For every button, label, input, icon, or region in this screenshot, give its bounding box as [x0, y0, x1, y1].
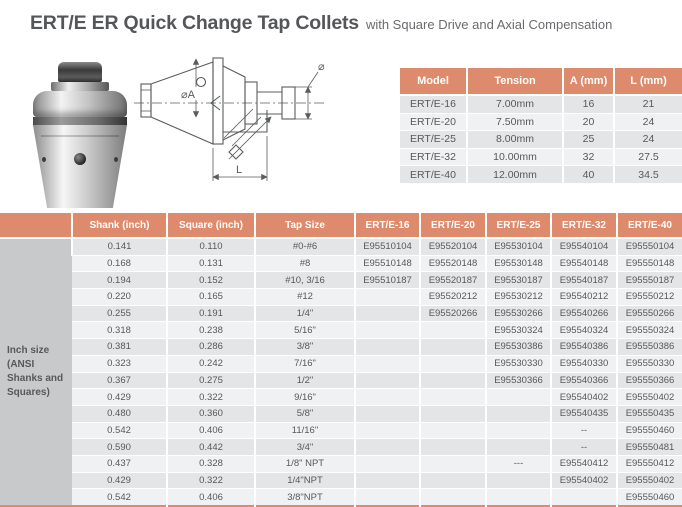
size-cell: 3/4"	[255, 439, 355, 456]
order-table-row	[0, 238, 682, 255]
spec-value-cell: 16	[563, 95, 614, 113]
collet-shoulder	[33, 91, 127, 117]
part-number-cell	[355, 405, 420, 422]
part-number-cell: E95520266	[420, 305, 486, 322]
size-cell: 0.255	[72, 305, 167, 322]
spec-value-cell: 10.00mm	[467, 148, 563, 166]
order-table-row	[0, 472, 682, 489]
order-table-row	[0, 389, 682, 406]
part-number-cell: E95530330	[486, 355, 551, 372]
size-cell: 1/4"NPT	[255, 472, 355, 489]
part-number-cell	[486, 422, 551, 439]
size-cell: 0.322	[167, 389, 255, 406]
part-number-cell: E95530148	[486, 255, 551, 272]
part-number-cell: E95530324	[486, 322, 551, 339]
part-number-cell	[420, 372, 486, 389]
order-column-header: ERT/E-32	[551, 213, 617, 238]
size-cell: 0.191	[167, 305, 255, 322]
dimension-label-length: L	[236, 164, 243, 176]
spec-table-row	[400, 148, 682, 166]
part-number-cell: E95540366	[551, 372, 617, 389]
order-table-group-label: Inch size (ANSI Shanks and Squares)	[0, 238, 72, 506]
order-table-row	[0, 255, 682, 272]
model-cell: ERT/E-25	[400, 131, 467, 149]
dimension-label-diameter: ⌀	[318, 61, 325, 73]
order-column-header: ERT/E-40	[617, 213, 682, 238]
collet-hole	[74, 153, 86, 165]
order-header-row	[0, 213, 682, 238]
size-cell: 0.110	[167, 238, 255, 255]
order-table-row	[0, 405, 682, 422]
spec-table-row	[400, 166, 682, 183]
size-cell: 0.480	[72, 405, 167, 422]
part-number-cell: --	[551, 439, 617, 456]
spec-value-cell: 24	[614, 131, 682, 149]
size-cell: 0.238	[167, 322, 255, 339]
order-table-row	[0, 305, 682, 322]
size-cell: 0.194	[72, 272, 167, 289]
part-number-cell: E95510187	[355, 272, 420, 289]
spec-value-cell: 7.00mm	[467, 95, 563, 113]
spec-value-cell: 12.00mm	[467, 166, 563, 183]
page-title: ERT/E ER Quick Change Tap Collets	[30, 12, 359, 34]
part-number-cell: E95520212	[420, 289, 486, 306]
order-table-row	[0, 339, 682, 356]
part-number-cell	[551, 489, 617, 506]
collet-band	[33, 117, 127, 125]
part-number-cell: E95540266	[551, 305, 617, 322]
collet-top-knob	[58, 62, 102, 82]
part-number-cell	[355, 489, 420, 506]
size-cell: 0.141	[72, 238, 167, 255]
order-table-row	[0, 322, 682, 339]
part-number-cell: E95540187	[551, 272, 617, 289]
part-number-cell	[355, 455, 420, 472]
part-number-cell: E95520187	[420, 272, 486, 289]
size-cell: 11/16"	[255, 422, 355, 439]
spec-value-cell: 27.5	[614, 148, 682, 166]
part-number-cell	[486, 405, 551, 422]
spec-value-cell: 40	[563, 166, 614, 183]
part-number-cell: E95550324	[617, 322, 682, 339]
model-cell: ERT/E-40	[400, 166, 467, 183]
size-cell: 0.429	[72, 389, 167, 406]
size-cell: 0.318	[72, 322, 167, 339]
part-number-cell: E95530212	[486, 289, 551, 306]
part-number-cell	[420, 439, 486, 456]
size-cell: 0.168	[72, 255, 167, 272]
size-cell: #8	[255, 255, 355, 272]
order-table-row	[0, 372, 682, 389]
size-cell: 0.328	[167, 455, 255, 472]
order-table-row	[0, 439, 682, 456]
collet-body	[33, 125, 127, 208]
size-cell: 0.165	[167, 289, 255, 306]
part-number-cell	[420, 472, 486, 489]
collet-side-hole	[114, 157, 118, 162]
part-number-cell	[355, 439, 420, 456]
part-number-cell: E95550187	[617, 272, 682, 289]
part-number-cell: ---	[486, 455, 551, 472]
part-number-cell	[420, 322, 486, 339]
part-number-cell: E95550402	[617, 389, 682, 406]
drawing-nose	[141, 84, 151, 117]
technical-drawing	[132, 52, 384, 214]
size-cell: 1/8" NPT	[255, 455, 355, 472]
size-cell: 9/16"	[255, 389, 355, 406]
part-number-cell	[355, 355, 420, 372]
size-cell: 0.286	[167, 339, 255, 356]
order-column-header: Shank (inch)	[72, 213, 167, 238]
order-table-row	[0, 455, 682, 472]
drawing-flange	[213, 58, 223, 144]
model-cell: ERT/E-20	[400, 113, 467, 131]
size-cell: #0-#6	[255, 238, 355, 255]
spec-value-cell: 24	[614, 113, 682, 131]
part-number-cell	[486, 472, 551, 489]
part-number-cell: E95540402	[551, 472, 617, 489]
spec-header-row	[400, 68, 682, 95]
spec-column-header: L (mm)	[614, 68, 682, 95]
spec-value-cell: 8.00mm	[467, 131, 563, 149]
part-number-cell: E95540435	[551, 405, 617, 422]
part-number-cell	[355, 422, 420, 439]
collet-side-hole	[42, 157, 46, 162]
part-number-cell	[355, 472, 420, 489]
part-number-cell	[486, 439, 551, 456]
size-cell: #10, 3/16	[255, 272, 355, 289]
collet-groove	[41, 135, 120, 137]
order-column-header: ERT/E-20	[420, 213, 486, 238]
size-cell: 3/8"NPT	[255, 489, 355, 506]
part-number-cell	[355, 339, 420, 356]
title-bar	[30, 12, 612, 35]
size-cell: 1/2"	[255, 372, 355, 389]
drawing-cone-hole	[197, 78, 206, 87]
order-table-row	[0, 355, 682, 372]
part-number-cell: E95550212	[617, 289, 682, 306]
part-number-cell	[355, 372, 420, 389]
part-number-cell: E95540402	[551, 389, 617, 406]
part-number-cell: E95540212	[551, 289, 617, 306]
part-number-cell: E95530187	[486, 272, 551, 289]
part-number-cell: E95550460	[617, 422, 682, 439]
spec-value-cell: 32	[563, 148, 614, 166]
part-number-cell: E95540104	[551, 238, 617, 255]
size-cell: 0.323	[72, 355, 167, 372]
spec-column-header: Tension	[467, 68, 563, 95]
size-cell: 0.275	[167, 372, 255, 389]
size-cell: 0.442	[167, 439, 255, 456]
part-number-cell	[420, 339, 486, 356]
size-cell: 0.542	[72, 422, 167, 439]
order-table-row	[0, 489, 682, 506]
part-number-cell: E95550412	[617, 455, 682, 472]
spec-value-cell: 20	[563, 113, 614, 131]
part-number-cell	[355, 305, 420, 322]
part-number-cell	[420, 489, 486, 506]
part-number-cell	[420, 405, 486, 422]
spec-column-header: A (mm)	[563, 68, 614, 95]
order-column-header: Tap Size	[255, 213, 355, 238]
size-cell: 5/8"	[255, 405, 355, 422]
size-cell: 0.406	[167, 489, 255, 506]
collet-ring	[51, 82, 109, 91]
size-cell: 7/16"	[255, 355, 355, 372]
part-number-cell: E95550386	[617, 339, 682, 356]
product-photo-collet	[30, 62, 130, 208]
spec-value-cell: 7.50mm	[467, 113, 563, 131]
part-number-cell	[420, 422, 486, 439]
size-cell: 0.437	[72, 455, 167, 472]
order-table-row	[0, 272, 682, 289]
part-number-cell: E95550366	[617, 372, 682, 389]
dimension-label-diameter-a: ⌀A	[181, 89, 195, 101]
part-number-cell: E95550266	[617, 305, 682, 322]
spec-column-header: Model	[400, 68, 467, 95]
size-cell: 5/16"	[255, 322, 355, 339]
size-cell: 0.406	[167, 422, 255, 439]
part-number-cell: E95520148	[420, 255, 486, 272]
part-number-cell: E95540324	[551, 322, 617, 339]
part-number-cell: --	[551, 422, 617, 439]
part-number-cell: E95550435	[617, 405, 682, 422]
size-cell: 0.131	[167, 255, 255, 272]
size-cell: 0.242	[167, 355, 255, 372]
size-cell: 1/4"	[255, 305, 355, 322]
order-column-header: ERT/E-16	[355, 213, 420, 238]
part-number-cell: E95530266	[486, 305, 551, 322]
size-cell: 0.322	[167, 472, 255, 489]
part-number-cell: E95550460	[617, 489, 682, 506]
spec-value-cell: 21	[614, 95, 682, 113]
part-number-cell	[355, 289, 420, 306]
spec-value-cell: 25	[563, 131, 614, 149]
model-cell: ERT/E-32	[400, 148, 467, 166]
part-number-cell: E95510148	[355, 255, 420, 272]
part-number-cell: E95550104	[617, 238, 682, 255]
part-number-cell	[420, 455, 486, 472]
order-table	[0, 213, 682, 507]
size-cell: 0.590	[72, 439, 167, 456]
part-number-cell: E95550402	[617, 472, 682, 489]
order-blank-header	[0, 213, 72, 238]
size-cell: #12	[255, 289, 355, 306]
size-cell: 0.220	[72, 289, 167, 306]
part-number-cell: E95550148	[617, 255, 682, 272]
spec-table-row	[400, 131, 682, 149]
size-cell: 0.367	[72, 372, 167, 389]
spec-value-cell: 34.5	[614, 166, 682, 183]
model-cell: ERT/E-16	[400, 95, 467, 113]
part-number-cell: E95530104	[486, 238, 551, 255]
spec-table-row	[400, 95, 682, 113]
part-number-cell	[486, 489, 551, 506]
spec-table	[400, 68, 682, 183]
part-number-cell: E95540330	[551, 355, 617, 372]
order-table-row	[0, 289, 682, 306]
part-number-cell	[420, 389, 486, 406]
size-cell: 0.152	[167, 272, 255, 289]
size-cell: 0.360	[167, 405, 255, 422]
part-number-cell: E95520104	[420, 238, 486, 255]
size-cell: 3/8"	[255, 339, 355, 356]
part-number-cell: E95540412	[551, 455, 617, 472]
part-number-cell	[420, 355, 486, 372]
size-cell: 0.429	[72, 472, 167, 489]
part-number-cell: E95540386	[551, 339, 617, 356]
page-subtitle: with Square Drive and Axial Compensation	[365, 17, 613, 32]
order-column-header: ERT/E-25	[486, 213, 551, 238]
size-cell: 0.542	[72, 489, 167, 506]
part-number-cell	[355, 322, 420, 339]
part-number-cell: E95550330	[617, 355, 682, 372]
order-column-header: Square (inch)	[167, 213, 255, 238]
part-number-cell: E95530386	[486, 339, 551, 356]
order-table-row	[0, 422, 682, 439]
size-cell: 0.381	[72, 339, 167, 356]
part-number-cell: E95550481	[617, 439, 682, 456]
part-number-cell	[486, 389, 551, 406]
spec-table-row	[400, 113, 682, 131]
part-number-cell: E95540148	[551, 255, 617, 272]
part-number-cell: E95510104	[355, 238, 420, 255]
part-number-cell: E95530366	[486, 372, 551, 389]
part-number-cell	[355, 389, 420, 406]
